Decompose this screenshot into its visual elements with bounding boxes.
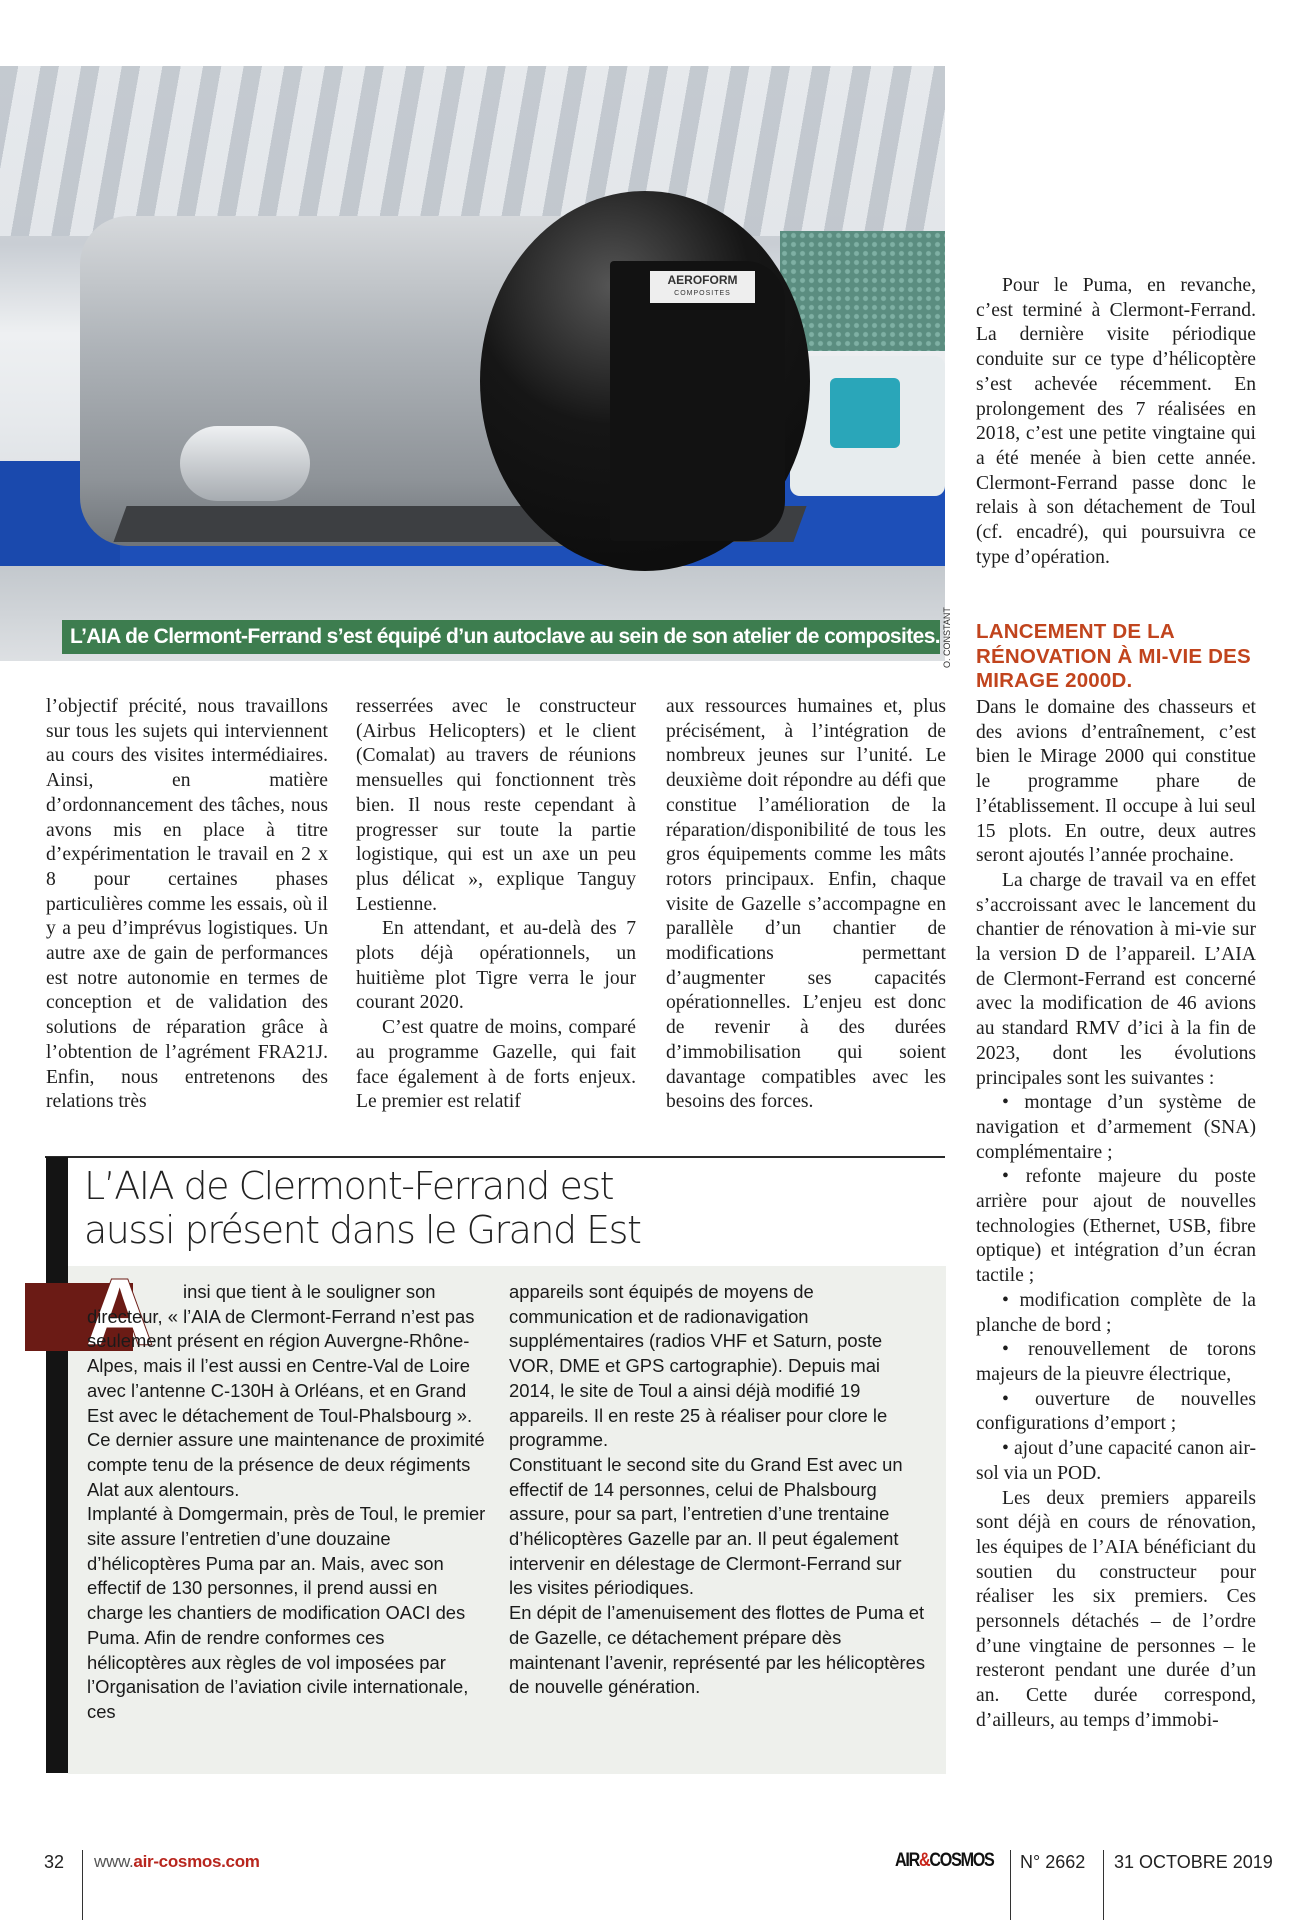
autoclave-door bbox=[610, 261, 785, 541]
ceiling-pipes bbox=[0, 66, 945, 236]
section-subheading: LANCEMENT DE LA RÉNOVATION À MI-VIE DES MIRAGE 2000D. bbox=[976, 620, 1251, 692]
paragraph: Pour le Puma, en revanche, c’est terminé à Clermont-Ferrand. La dernière visite périodique conduite sur ce type d’hélicoptère s’est achevée récemment. En prolongement des 7 réalisées en 2018, c’est une petite vingtaine qui a été menée à bien cette année. Clermont-Ferrand passe donc le relais à son détachement de Toul (cf. encadré), qui poursuivra ce type d’opération. bbox=[976, 275, 1256, 568]
logo-cosmos: COSMOS bbox=[929, 1850, 994, 1871]
paragraph: resserrées avec le constructeur (Airbus Helicopters) et le client (Comalat) au travers de réunions mensuelles qui fonctionnent très bien. Il nous reste cependant à progresser sur toute la partie logistique, qui est un axe un peu plus délicat », explique Tanguy Lestienne. bbox=[356, 696, 636, 915]
aeroform-logo bbox=[650, 271, 755, 303]
dropcap-letter: A bbox=[85, 1259, 155, 1366]
paragraph: l’objectif précité, nous travaillons sur tous les sujets qui interviennent au cours des visites intermédiaires. Ainsi, en matière d’ordonnancement des tâches, nous avons mis en place à titre d’expérimentation le travail en 2 x 8 pour certaines phases particulières comme les essais, où il y a peu d’imprévus logistiques. Un autre axe de gain de performances est notre autonomie en termes de conception et de validation des solutions de réparation grâce à l’obtention de l’agrément FRA21J. Enfin, nous entretenons des relations très bbox=[46, 696, 328, 1113]
paragraph: Les deux premiers appareils sont déjà en cours de rénovation, les équipes de l’AIA bénéficiant du soutien du constructeur pour réaliser les six premiers. Ces personnels détachés – de l’ordre d’une vingtaine de personnes – le resteront pendant une durée d’un an. Cette durée correspond, d’ailleurs, au temps d’immobi- bbox=[976, 1487, 1256, 1731]
footer-divider bbox=[1010, 1850, 1011, 1920]
logo-subtext: COMPOSITES bbox=[674, 290, 731, 297]
paragraph: appareils sont équipés de moyens de communication et de radionavigation supplémentaires (radios VHF et Saturn, poste VOR, DME et GPS cartographie). Depuis mai 2014, le site de Toul a ainsi déjà modifié 19 appareils. Il en reste 25 à réaliser pour clore le programme. bbox=[509, 1281, 888, 1451]
box-left-bar bbox=[46, 1157, 68, 1773]
logo-air: AIR bbox=[895, 1850, 919, 1871]
photo-caption: L’AIA de Clermont-Ferrand s’est équipé d’un autoclave au sein de son atelier de composites. bbox=[62, 620, 940, 654]
paragraph: Dans le domaine des chasseurs et des avions d’entraînement, c’est bien le Mirage 2000 qui constitue le programme phare de l’établissement. Il occupe à lui seul 15 plots. En outre, deux autres seront ajoutés l’année prochaine. bbox=[976, 697, 1256, 867]
bullet-item: • ouverture de nouvelles configurations d’emport ; bbox=[976, 1388, 1256, 1435]
bullet-item: • modification complète de la planche de bord ; bbox=[976, 1289, 1256, 1336]
article-column-1 bbox=[46, 695, 328, 1115]
bullet-item: • ajout d’une capacité canon air-sol via un POD. bbox=[976, 1438, 1256, 1484]
issue-number: N° 2662 bbox=[1020, 1852, 1086, 1872]
url-prefix: www. bbox=[94, 1852, 134, 1871]
paragraph bbox=[87, 1280, 487, 1502]
vehicle bbox=[790, 356, 945, 496]
magazine-logo bbox=[895, 1850, 994, 1872]
bullet-item: • refonte majeure du poste arrière pour ajout de nouvelles technologies (Ethernet, USB, fibre optique) et intégration d’un écran tactile ; bbox=[976, 1166, 1256, 1287]
paragraph: La charge de travail va en effet s’accroissant avec le lancement du chantier de rénovation à mi-vie sur la version D de l’appareil. L’AIA de Clermont-Ferrand est concerné avec la modification de 46 avions au standard RMV d’ici à la fin de 2023, dont les évolutions principales sont les suivantes : bbox=[976, 869, 1256, 1089]
logo-text: AEROFORM bbox=[667, 273, 738, 287]
article-column-4-top bbox=[976, 274, 1256, 570]
paragraph-text: insi que tient à le souligner son directeur, « l’AIA de Clermont-Ferrand n’est pas seulement présent en région Auvergne-Rhône-Alpes, mais il l’est aussi en Centre-Val de Loire avec l’antenne C-130H à Orléans, et en Grand Est avec le détachement de Toul-Phalsbourg ». Ce dernier assure une maintenance de proximité compte tenu de la présence de deux régiments Alat aux alentours. bbox=[87, 1281, 485, 1500]
article-column-2 bbox=[356, 695, 636, 1115]
paragraph: C’est quatre de moins, comparé au programme Gazelle, qui fait face également à de forts enjeux. Le premier est relatif bbox=[356, 1017, 636, 1113]
box-top-rule bbox=[45, 1156, 945, 1158]
photo-credit: O. CONSTANT bbox=[942, 607, 952, 668]
paragraph: Implanté à Domgermain, près de Toul, le premier site assure l’entretien d’une douzaine d’hélicoptères Puma par an. Mais, avec son effectif de 130 personnes, il prend aussi en charge les chantiers de modification OACI des Puma. Afin de rendre conformes ces hélicoptères aux règles de vol imposées par l’Organisation de l’aviation civile internationale, ces bbox=[87, 1503, 486, 1722]
box-title bbox=[84, 1164, 640, 1252]
bullet-item: • montage d’un système de navigation et d’armement (SNA) complémentaire ; bbox=[976, 1092, 1256, 1163]
logo-ampersand: & bbox=[918, 1850, 930, 1871]
box-column-2 bbox=[509, 1280, 929, 1700]
url-domain: air-cosmos.com bbox=[133, 1852, 260, 1871]
page-number: 32 bbox=[44, 1852, 65, 1872]
bullet-item: • renouvellement de torons majeurs de la pieuvre électrique, bbox=[976, 1339, 1256, 1385]
box-column-1 bbox=[87, 1280, 487, 1725]
website-link[interactable] bbox=[94, 1852, 260, 1872]
box-title-line-1: L’AIA de Clermont-Ferrand est bbox=[84, 1164, 614, 1208]
paragraph: En attendant, et au-delà des 7 plots déjà opérationnels, un huitième plot Tigre verra le jour courant 2020. bbox=[356, 918, 636, 1014]
footer-divider bbox=[82, 1850, 83, 1920]
issue-date: 31 OCTOBRE 2019 bbox=[1114, 1852, 1273, 1872]
article-column-4 bbox=[976, 696, 1256, 1734]
paragraph: aux ressources humaines et, plus précisément, à l’intégration de nombreux jeunes sur l’unité. Le deuxième doit répondre au défi que constitue l’amélioration de la réparation/disponibilité de tous les gros équipements comme les mâts rotors principaux. Enfin, chaque visite de Gazelle s’accompagne en parallèle d’un chantier de modifications permettant d’augmenter ses capacités opérationnelles. L’enjeu est donc de revenir à des durées d’immobilisation qui soient davantage compatibles avec les besoins des forces. bbox=[666, 696, 946, 1113]
autoclave-photo bbox=[0, 66, 945, 661]
paragraph: En dépit de l’amenuisement des flottes de Puma et de Gazelle, ce détachement prépare dès maintenant l’avenir, représenté par les hélicoptères de nouvelle génération. bbox=[509, 1602, 926, 1698]
article-column-3 bbox=[666, 695, 946, 1115]
paragraph: Constituant le second site du Grand Est avec un effectif de 14 personnes, celui de Phalsbourg assure, pour sa part, l’entretien d’une trentaine d’hélicoptères Gazelle par an. Il peut également intervenir en délestage de Clermont-Ferrand sur les visites périodiques. bbox=[509, 1453, 903, 1599]
box-title-line-2: aussi présent dans le Grand Est bbox=[84, 1208, 641, 1252]
gas-cylinder bbox=[180, 426, 310, 501]
footer-divider bbox=[1103, 1850, 1104, 1920]
